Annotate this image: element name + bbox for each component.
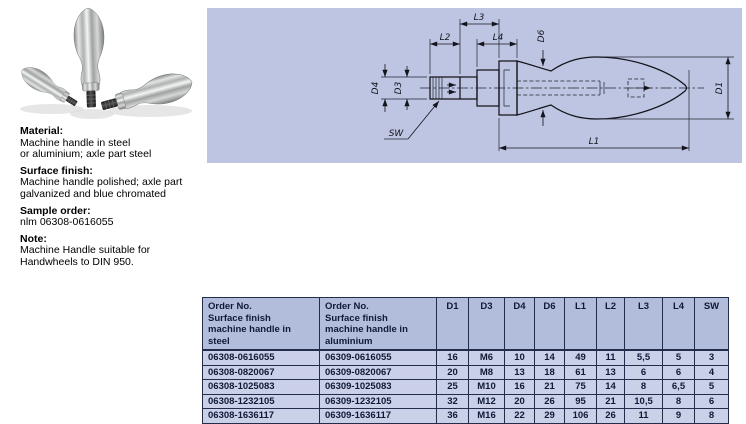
order-no-aluminium: 06309-0820067 xyxy=(320,365,437,380)
dim-label-l4: L4 xyxy=(492,33,504,43)
order-no-steel: 06308-0820067 xyxy=(203,365,320,380)
info-line: Machine handle in steel xyxy=(20,136,131,149)
order-no-steel: 06308-1025083 xyxy=(203,380,320,395)
technical-drawing xyxy=(207,8,742,163)
dim-value: 5 xyxy=(695,380,729,395)
dim-value: 21 xyxy=(535,380,565,395)
order-no-aluminium: 06309-1232105 xyxy=(320,394,437,409)
table-row xyxy=(203,350,729,365)
dim-value: 6 xyxy=(663,365,695,380)
dim-label-sw: SW xyxy=(388,129,404,139)
table-row xyxy=(203,365,729,380)
info-line: Machine Handle suitable for xyxy=(20,244,151,257)
header-order-steel xyxy=(203,298,320,351)
header-line: Surface finish xyxy=(325,312,388,324)
info-line: nlm 06308-0616055 xyxy=(20,216,114,229)
header-d6: D6 xyxy=(535,298,565,351)
dim-value: 4 xyxy=(695,365,729,380)
dim-value: 49 xyxy=(565,350,597,365)
dim-label-d4: D4 xyxy=(371,81,381,95)
dim-value: 10,5 xyxy=(625,394,663,409)
dim-value: 14 xyxy=(597,380,625,395)
header-l3: L3 xyxy=(625,298,663,351)
dim-label-l3: L3 xyxy=(473,13,485,23)
dim-value: 13 xyxy=(505,365,535,380)
dim-value: 21 xyxy=(597,394,625,409)
dim-value: 36 xyxy=(437,409,469,424)
info-line: galvanized and blue chromated xyxy=(20,187,166,200)
dim-label-l2: L2 xyxy=(439,33,451,43)
dim-value: M6 xyxy=(469,350,505,365)
header-d3: D3 xyxy=(469,298,505,351)
dim-label-d1: D1 xyxy=(715,81,725,95)
dim-value: M10 xyxy=(469,380,505,395)
dim-value: 14 xyxy=(535,350,565,365)
dim-value: 32 xyxy=(437,394,469,409)
info-label-material: Material: xyxy=(20,125,64,137)
dim-value: M8 xyxy=(469,365,505,380)
dim-value: 3 xyxy=(695,350,729,365)
dim-value: 16 xyxy=(437,350,469,365)
dim-value: 11 xyxy=(597,350,625,365)
dim-value: 25 xyxy=(437,380,469,395)
dim-value: 26 xyxy=(597,409,625,424)
product-photo xyxy=(0,0,205,125)
info-line: Handwheels to DIN 950. xyxy=(20,255,134,268)
table-row xyxy=(203,380,729,395)
order-no-aluminium: 06309-1636117 xyxy=(320,409,437,424)
dim-value: 6,5 xyxy=(663,380,695,395)
header-d4: D4 xyxy=(505,298,535,351)
dim-value: M16 xyxy=(469,409,505,424)
header-order-aluminium xyxy=(320,298,437,351)
header-d1: D1 xyxy=(437,298,469,351)
order-no-steel: 06308-1232105 xyxy=(203,394,320,409)
dim-value: 26 xyxy=(535,394,565,409)
dim-value: 8 xyxy=(625,380,663,395)
dim-value: 5,5 xyxy=(625,350,663,365)
order-no-steel: 06308-1636117 xyxy=(203,409,320,424)
dim-label-l1: L1 xyxy=(588,137,600,147)
dim-value: 75 xyxy=(565,380,597,395)
info-line: Machine handle polished; axle part xyxy=(20,176,183,189)
dim-value: 106 xyxy=(565,409,597,424)
dim-value: 22 xyxy=(505,409,535,424)
dim-label-d3: D3 xyxy=(394,81,404,95)
info-label-surface-finish: Surface finish: xyxy=(20,164,93,177)
header-line: machine handle in aluminium xyxy=(325,324,408,347)
dim-value: 20 xyxy=(437,365,469,380)
shadow xyxy=(70,109,114,119)
order-no-aluminium: 06309-0616055 xyxy=(320,350,437,365)
table-header-row xyxy=(203,298,729,351)
header-sw: SW xyxy=(695,298,729,351)
info-line: or aluminium; axle part steel xyxy=(20,148,152,161)
order-no-aluminium: 06309-1025083 xyxy=(320,380,437,395)
info-label-sample-order: Sample order: xyxy=(20,204,91,217)
dim-value: 29 xyxy=(535,409,565,424)
machine-handles-image xyxy=(0,0,205,125)
dim-label-d6: D6 xyxy=(537,29,547,43)
spec-table xyxy=(202,297,729,424)
dim-value: M12 xyxy=(469,394,505,409)
dim-value: 5 xyxy=(663,350,695,365)
order-no-steel: 06308-0616055 xyxy=(203,350,320,365)
header-line: Order No. xyxy=(208,301,252,312)
header-l1: L1 xyxy=(565,298,597,351)
spec-table-body xyxy=(203,350,729,423)
dim-value: 10 xyxy=(505,350,535,365)
header-l4: L4 xyxy=(663,298,695,351)
dim-value: 11 xyxy=(625,409,663,424)
dim-value: 61 xyxy=(565,365,597,380)
header-line: Surface finish xyxy=(208,312,271,324)
table-row xyxy=(203,394,729,409)
header-line: Order No. xyxy=(325,301,369,312)
dim-value: 8 xyxy=(663,394,695,409)
table-row xyxy=(203,409,729,424)
info-label-note: Note: xyxy=(20,232,47,245)
handle-center xyxy=(73,7,106,107)
header-l2: L2 xyxy=(597,298,625,351)
dim-value: 16 xyxy=(505,380,535,395)
dim-value: 8 xyxy=(695,409,729,424)
dim-value: 13 xyxy=(597,365,625,380)
dim-value: 6 xyxy=(695,394,729,409)
header-line: machine handle in steel xyxy=(208,324,291,347)
dim-value: 18 xyxy=(535,365,565,380)
dim-value: 6 xyxy=(625,365,663,380)
dim-value: 9 xyxy=(663,409,695,424)
dim-value: 20 xyxy=(505,394,535,409)
product-info xyxy=(20,126,204,269)
dim-value: 95 xyxy=(565,394,597,409)
drawing-panel xyxy=(207,8,742,163)
